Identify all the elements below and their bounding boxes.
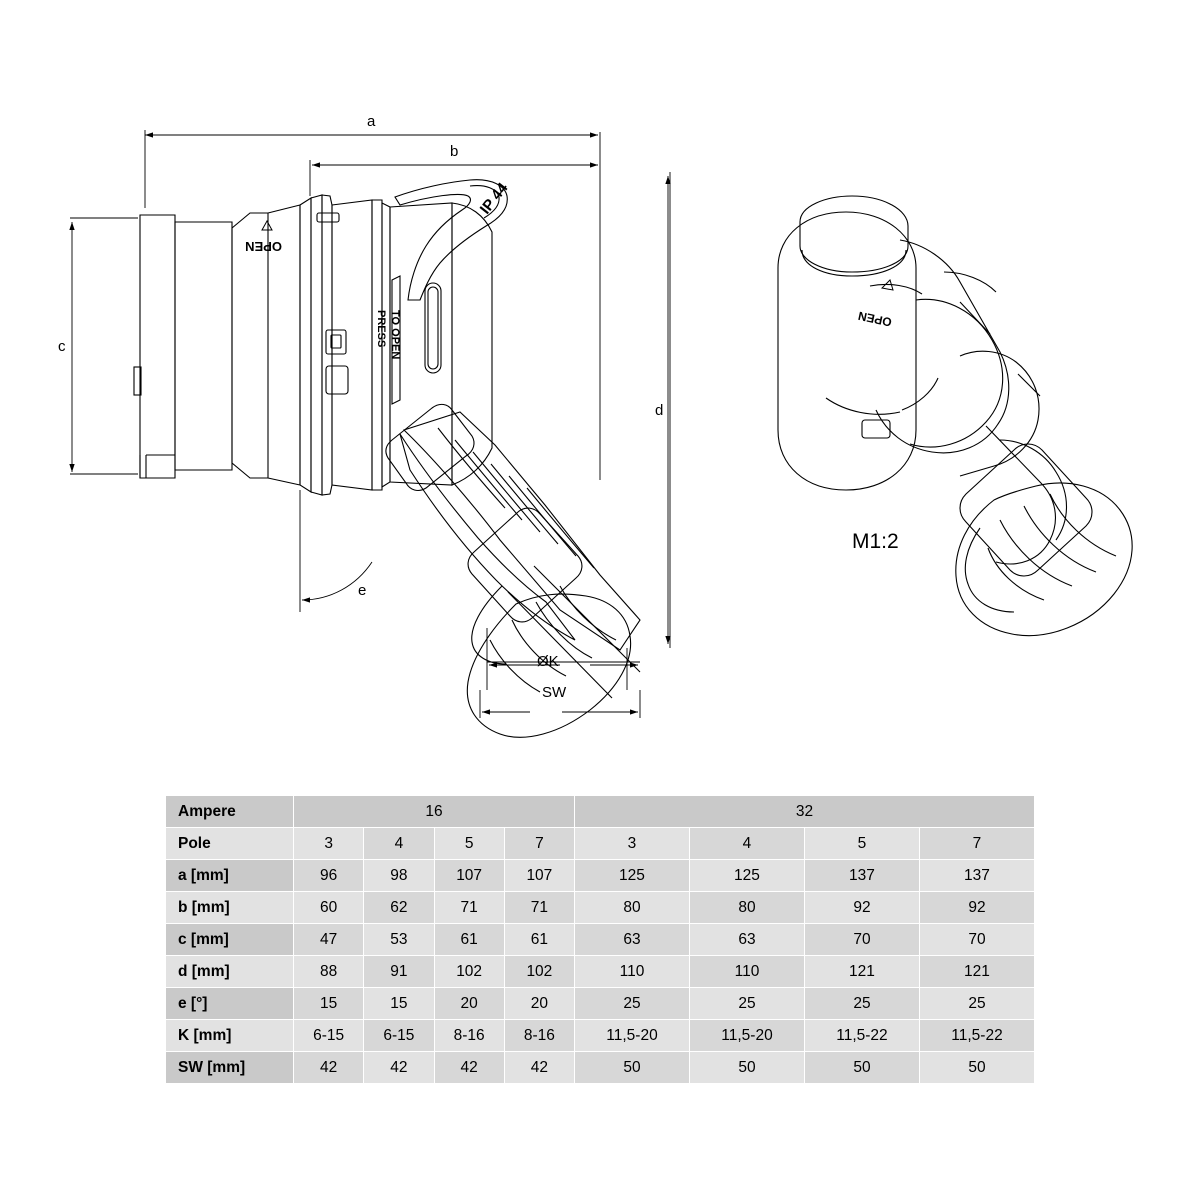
row-label: c [mm] xyxy=(166,924,294,956)
table-cell: 6-15 xyxy=(364,1020,434,1052)
table-row xyxy=(166,956,1035,988)
pole-cell: 5 xyxy=(434,828,504,860)
press-to-open-line2: TO OPEN xyxy=(389,310,401,360)
table-cell: 47 xyxy=(294,924,364,956)
press-to-open-line1: PRESS xyxy=(375,310,387,348)
table-cell: 98 xyxy=(364,860,434,892)
table-cell: 125 xyxy=(689,860,804,892)
pole-cell: 7 xyxy=(504,828,574,860)
pole-cell: 5 xyxy=(804,828,919,860)
table-cell: 42 xyxy=(434,1052,504,1084)
table-cell: 15 xyxy=(364,988,434,1020)
table-row xyxy=(166,860,1035,892)
dimension-table xyxy=(165,795,1035,1084)
table-cell: 15 xyxy=(294,988,364,1020)
dim-label-c: c xyxy=(58,338,66,355)
table-cell: 80 xyxy=(689,892,804,924)
table-cell: 20 xyxy=(504,988,574,1020)
table-row-ampere xyxy=(166,796,1035,828)
table-cell: 25 xyxy=(689,988,804,1020)
open-label-iso: OPEN xyxy=(856,308,893,330)
ip-rating-text: IP 44 xyxy=(476,179,512,218)
table-cell: 50 xyxy=(804,1052,919,1084)
dim-label-b: b xyxy=(450,143,459,160)
table-cell: 71 xyxy=(504,892,574,924)
table-cell: 110 xyxy=(575,956,690,988)
table-cell: 11,5-22 xyxy=(919,1020,1034,1052)
table-cell: 60 xyxy=(294,892,364,924)
table-cell: 92 xyxy=(919,892,1034,924)
table-cell: 50 xyxy=(919,1052,1034,1084)
table-cell: 102 xyxy=(434,956,504,988)
table-row xyxy=(166,892,1035,924)
dim-label-e: e xyxy=(358,582,367,599)
table-cell: 107 xyxy=(504,860,574,892)
table-row xyxy=(166,1052,1035,1084)
table-row-pole xyxy=(166,828,1035,860)
row-label-pole: Pole xyxy=(166,828,294,860)
table-cell: 62 xyxy=(364,892,434,924)
table-cell: 96 xyxy=(294,860,364,892)
table-cell: 110 xyxy=(689,956,804,988)
side-view-outline xyxy=(134,180,640,738)
table-cell: 25 xyxy=(575,988,690,1020)
table-cell: 11,5-20 xyxy=(689,1020,804,1052)
table-row xyxy=(166,1020,1035,1052)
table-cell: 88 xyxy=(294,956,364,988)
ampere-group-16: 16 xyxy=(294,796,575,828)
table-cell: 50 xyxy=(575,1052,690,1084)
table-row xyxy=(166,988,1035,1020)
row-label: SW [mm] xyxy=(166,1052,294,1084)
iso-view-outline xyxy=(778,196,1132,636)
table-cell: 61 xyxy=(434,924,504,956)
row-label: b [mm] xyxy=(166,892,294,924)
table-cell: 42 xyxy=(294,1052,364,1084)
table-cell: 53 xyxy=(364,924,434,956)
dim-label-a: a xyxy=(367,113,376,130)
part-markings xyxy=(245,179,893,359)
table-cell: 70 xyxy=(919,924,1034,956)
table-row xyxy=(166,924,1035,956)
table-cell: 107 xyxy=(434,860,504,892)
row-label: K [mm] xyxy=(166,1020,294,1052)
row-label: e [°] xyxy=(166,988,294,1020)
table-cell: 80 xyxy=(575,892,690,924)
table-cell: 25 xyxy=(804,988,919,1020)
table-cell: 121 xyxy=(804,956,919,988)
table-cell: 6-15 xyxy=(294,1020,364,1052)
table-cell: 121 xyxy=(919,956,1034,988)
pole-cell: 3 xyxy=(294,828,364,860)
open-label-left: OPEN xyxy=(245,239,282,254)
table-cell: 42 xyxy=(504,1052,574,1084)
pole-cell: 3 xyxy=(575,828,690,860)
table-cell: 42 xyxy=(364,1052,434,1084)
table-cell: 11,5-22 xyxy=(804,1020,919,1052)
dim-label-k: ØK xyxy=(537,653,559,670)
ampere-group-32: 32 xyxy=(575,796,1035,828)
table-cell: 91 xyxy=(364,956,434,988)
row-label: a [mm] xyxy=(166,860,294,892)
dim-label-d: d xyxy=(655,402,664,419)
table-body xyxy=(166,796,1035,1084)
table-cell: 137 xyxy=(804,860,919,892)
table-cell: 137 xyxy=(919,860,1034,892)
table-cell: 63 xyxy=(575,924,690,956)
pole-cell: 4 xyxy=(689,828,804,860)
table-cell: 25 xyxy=(919,988,1034,1020)
row-label: d [mm] xyxy=(166,956,294,988)
row-label-ampere: Ampere xyxy=(166,796,294,828)
table-cell: 125 xyxy=(575,860,690,892)
dim-label-sw: SW xyxy=(542,684,567,701)
dimension-lines xyxy=(70,130,670,718)
table-cell: 63 xyxy=(689,924,804,956)
pole-cell: 7 xyxy=(919,828,1034,860)
table-cell: 92 xyxy=(804,892,919,924)
table-cell: 50 xyxy=(689,1052,804,1084)
table-cell: 20 xyxy=(434,988,504,1020)
table-cell: 8-16 xyxy=(504,1020,574,1052)
table-cell: 61 xyxy=(504,924,574,956)
table-cell: 71 xyxy=(434,892,504,924)
table-cell: 8-16 xyxy=(434,1020,504,1052)
table-cell: 70 xyxy=(804,924,919,956)
table-cell: 11,5-20 xyxy=(575,1020,690,1052)
table-cell: 102 xyxy=(504,956,574,988)
pole-cell: 4 xyxy=(364,828,434,860)
scale-label: M1:2 xyxy=(852,530,899,553)
